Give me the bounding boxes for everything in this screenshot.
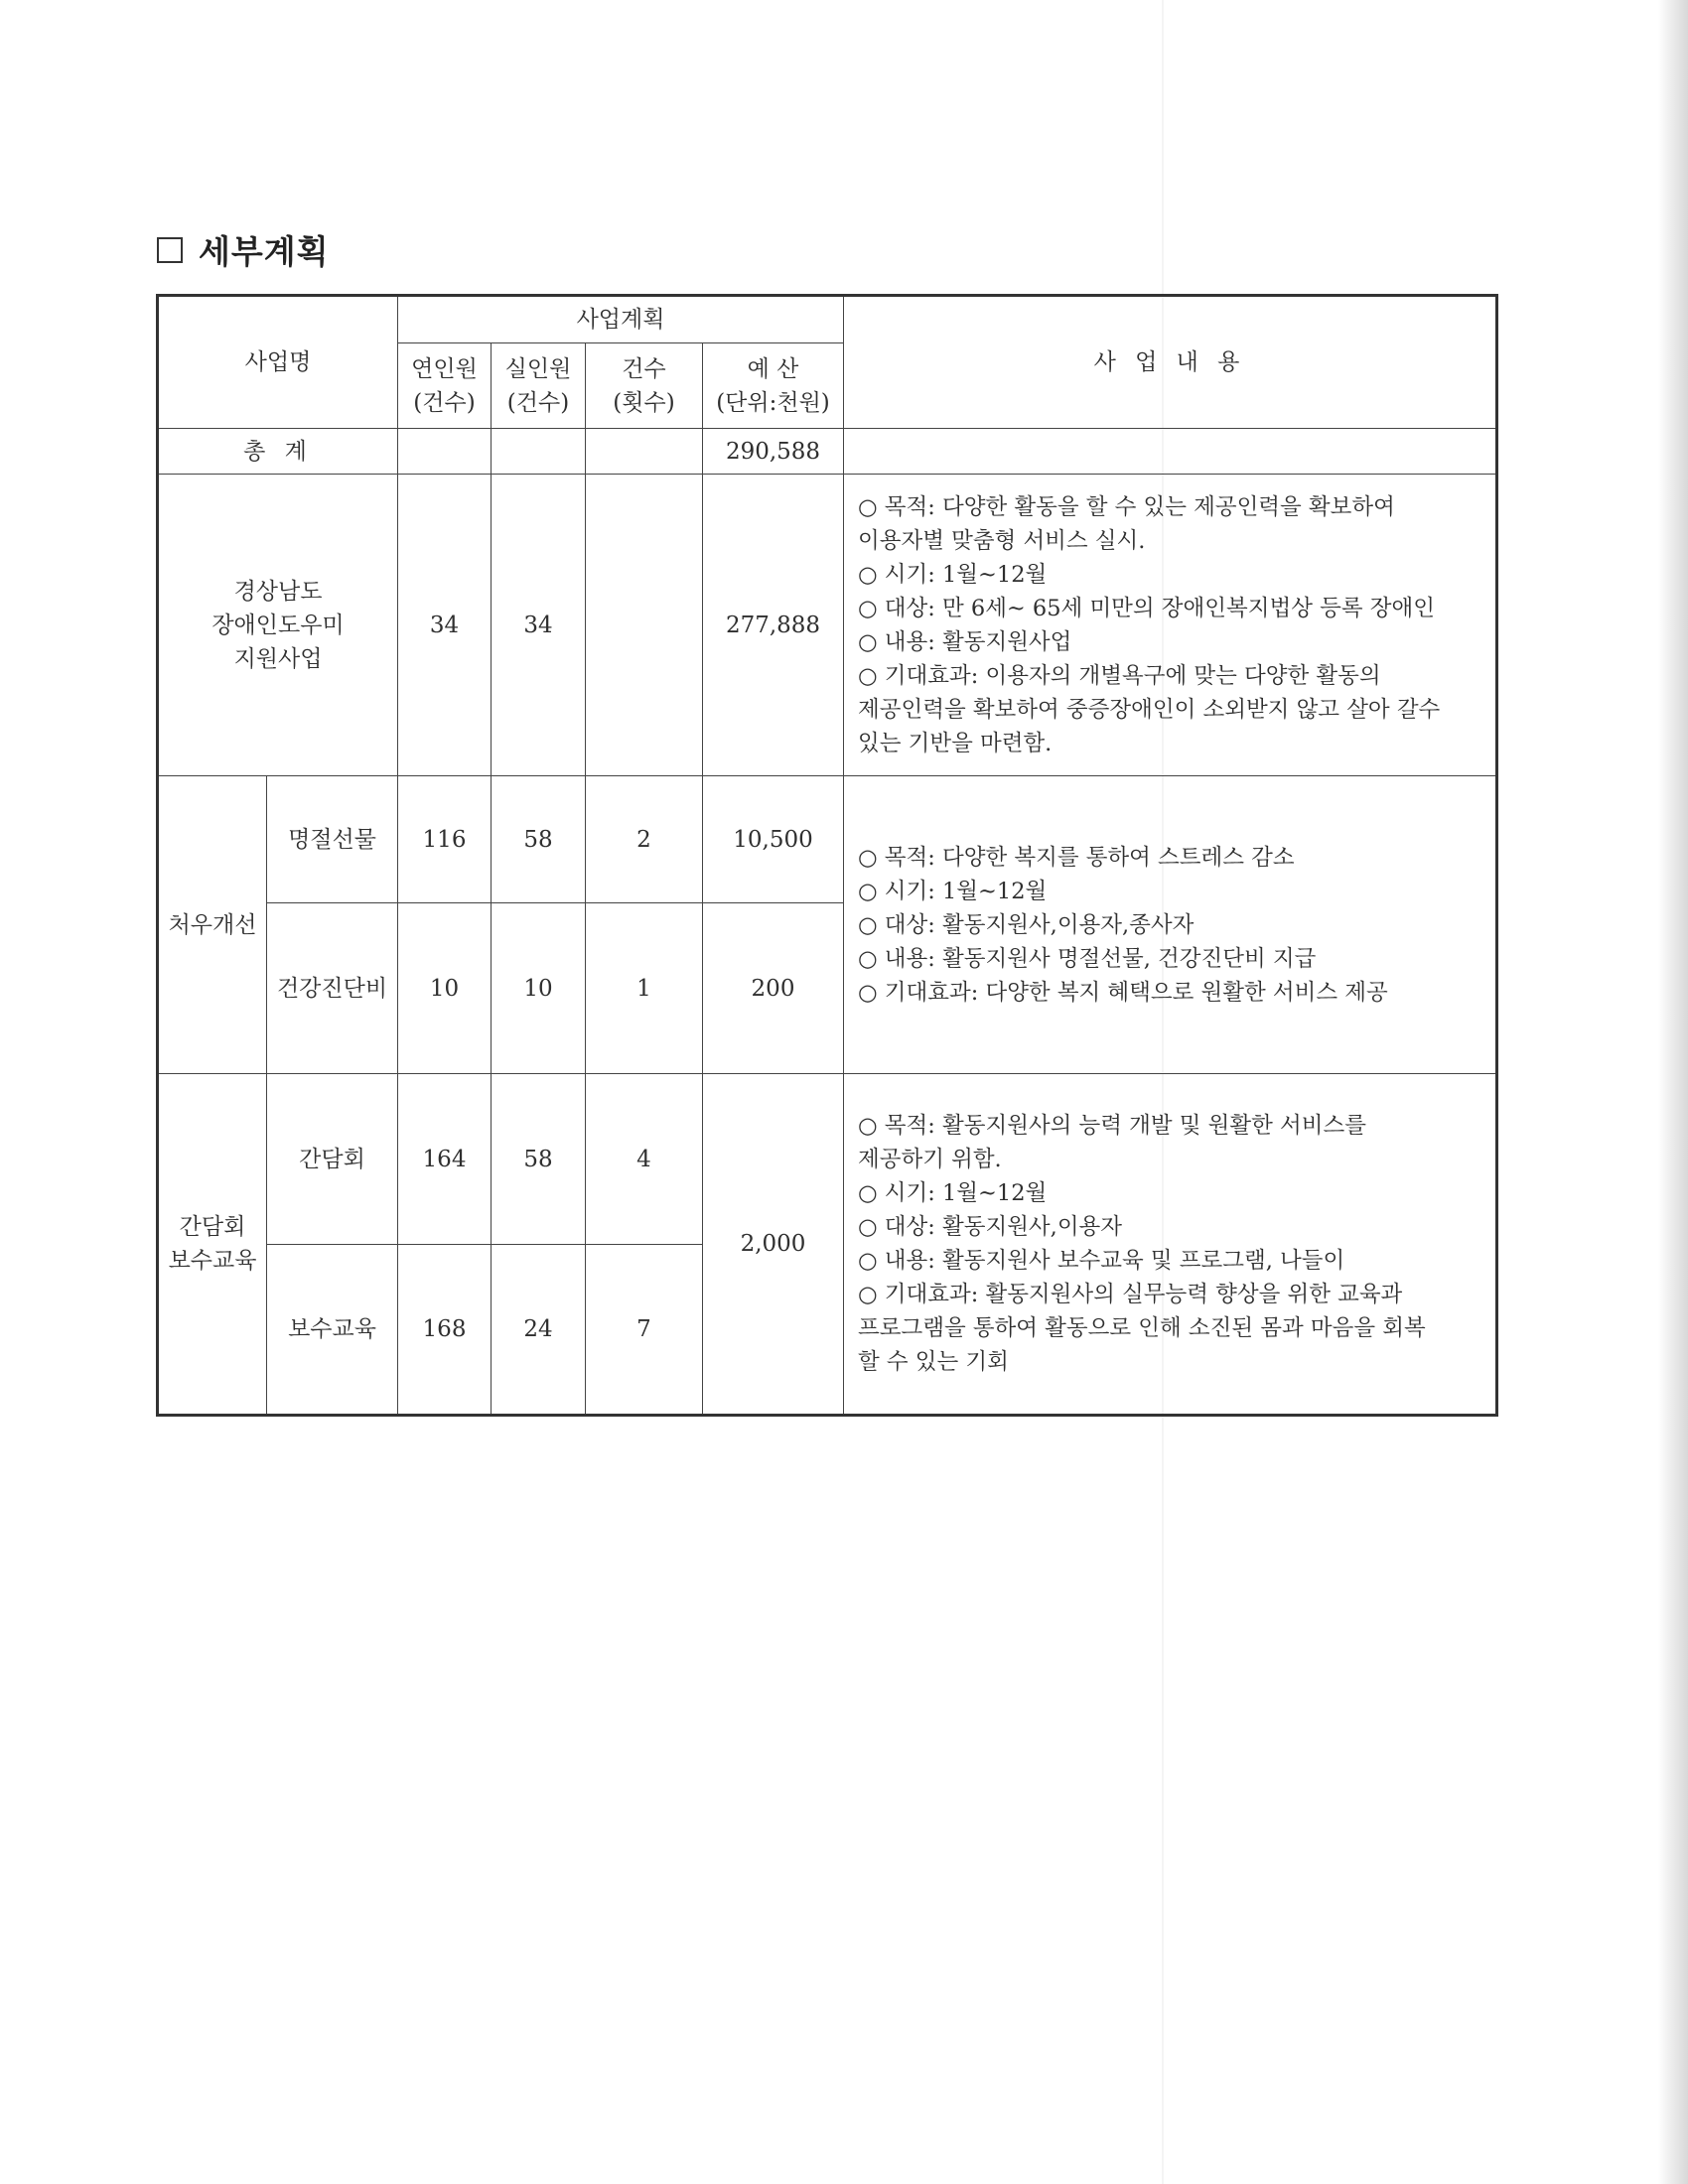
group2-sub2-budget: 200 xyxy=(703,903,844,1074)
row1-content: ○ 목적: 다양한 활동을 할 수 있는 제공인력을 확보하여 이용자별 맞춤형 서비스 실시. ○ 시기: 1월~12월 ○ 대상: 만 6세~ 65세 미만의 장애인복지법상 등록 장애인 ○ 내용: 활동지원사업 ○ 기대효과: 이용자의 개별욕구에 맞는 다양한 활동의 제공인력을 확보하여 중증장애인이 소외받지 않고 살아 갈수 있는 기반을 마련함. xyxy=(844,475,1497,776)
group2-sub1-annual: 116 xyxy=(398,776,492,903)
row1-project-name: 경상남도 장애인도우미 지원사업 xyxy=(158,475,398,776)
header-row-1 xyxy=(158,296,1497,343)
row1-actual: 34 xyxy=(492,475,586,776)
group3-sub1-annual: 164 xyxy=(398,1074,492,1245)
group3-sub1-actual: 58 xyxy=(492,1074,586,1245)
total-count xyxy=(586,429,703,475)
group2-name: 처우개선 xyxy=(158,776,267,1074)
group2-sub2-actual: 10 xyxy=(492,903,586,1074)
header-project-name: 사업명 xyxy=(158,296,398,429)
group3-sub2-count: 7 xyxy=(586,1245,703,1416)
total-actual xyxy=(492,429,586,475)
group3-sub1-count: 4 xyxy=(586,1074,703,1245)
total-label: 총 계 xyxy=(158,429,398,475)
header-actual: 실인원 (건수) xyxy=(492,343,586,429)
group3-sub1-name: 간담회 xyxy=(267,1074,398,1245)
group2-sub2-count: 1 xyxy=(586,903,703,1074)
total-annual xyxy=(398,429,492,475)
row1-count xyxy=(586,475,703,776)
checkbox-square-icon xyxy=(157,237,183,263)
group3-sub2-annual: 168 xyxy=(398,1245,492,1416)
group2-sub1-count: 2 xyxy=(586,776,703,903)
group2-sub2-name: 건강진단비 xyxy=(267,903,398,1074)
group3-content: ○ 목적: 활동지원사의 능력 개발 및 원활한 서비스를 제공하기 위함. ○ 시기: 1월~12월 ○ 대상: 활동지원사,이용자 ○ 내용: 활동지원사 보수교육 및 프로그램, 나들이 ○ 기대효과: 활동지원사의 실무능력 향상을 위한 교육과 프로그램을 통하여 활동으로 인해 소진된 몸과 마음을 회복 할 수 있는 기회 xyxy=(844,1074,1497,1416)
header-plan-group: 사업계획 xyxy=(398,296,844,343)
row1-annual: 34 xyxy=(398,475,492,776)
group2-sub1-budget: 10,500 xyxy=(703,776,844,903)
section-title: 세부계획 xyxy=(199,232,330,271)
total-budget: 290,588 xyxy=(703,429,844,475)
scan-page-edge xyxy=(1658,0,1688,2184)
table-row-disability-helper xyxy=(158,475,1497,776)
group2-sub1-name: 명절선물 xyxy=(267,776,398,903)
table-row-meeting xyxy=(158,1074,1497,1245)
total-row xyxy=(158,429,1497,475)
header-budget: 예 산 (단위:천원) xyxy=(703,343,844,429)
header-content: 사 업 내 용 xyxy=(844,296,1497,429)
group3-budget: 2,000 xyxy=(703,1074,844,1416)
group3-name: 간담회 보수교육 xyxy=(158,1074,267,1416)
group3-sub2-name: 보수교육 xyxy=(267,1245,398,1416)
header-annual: 연인원 (건수) xyxy=(398,343,492,429)
section-heading xyxy=(157,226,330,273)
group2-sub1-actual: 58 xyxy=(492,776,586,903)
header-count: 건수 (횟수) xyxy=(586,343,703,429)
group3-sub2-actual: 24 xyxy=(492,1245,586,1416)
group2-content: ○ 목적: 다양한 복지를 통하여 스트레스 감소 ○ 시기: 1월~12월 ○ 대상: 활동지원사,이용자,종사자 ○ 내용: 활동지원사 명절선물, 건강진단비 지급 ○ 기대효과: 다양한 복지 혜택으로 원활한 서비스 제공 xyxy=(844,776,1497,1074)
row1-budget: 277,888 xyxy=(703,475,844,776)
detail-plan-table xyxy=(156,294,1498,1417)
table-row-holiday-gift xyxy=(158,776,1497,903)
group2-sub2-annual: 10 xyxy=(398,903,492,1074)
total-content xyxy=(844,429,1497,475)
